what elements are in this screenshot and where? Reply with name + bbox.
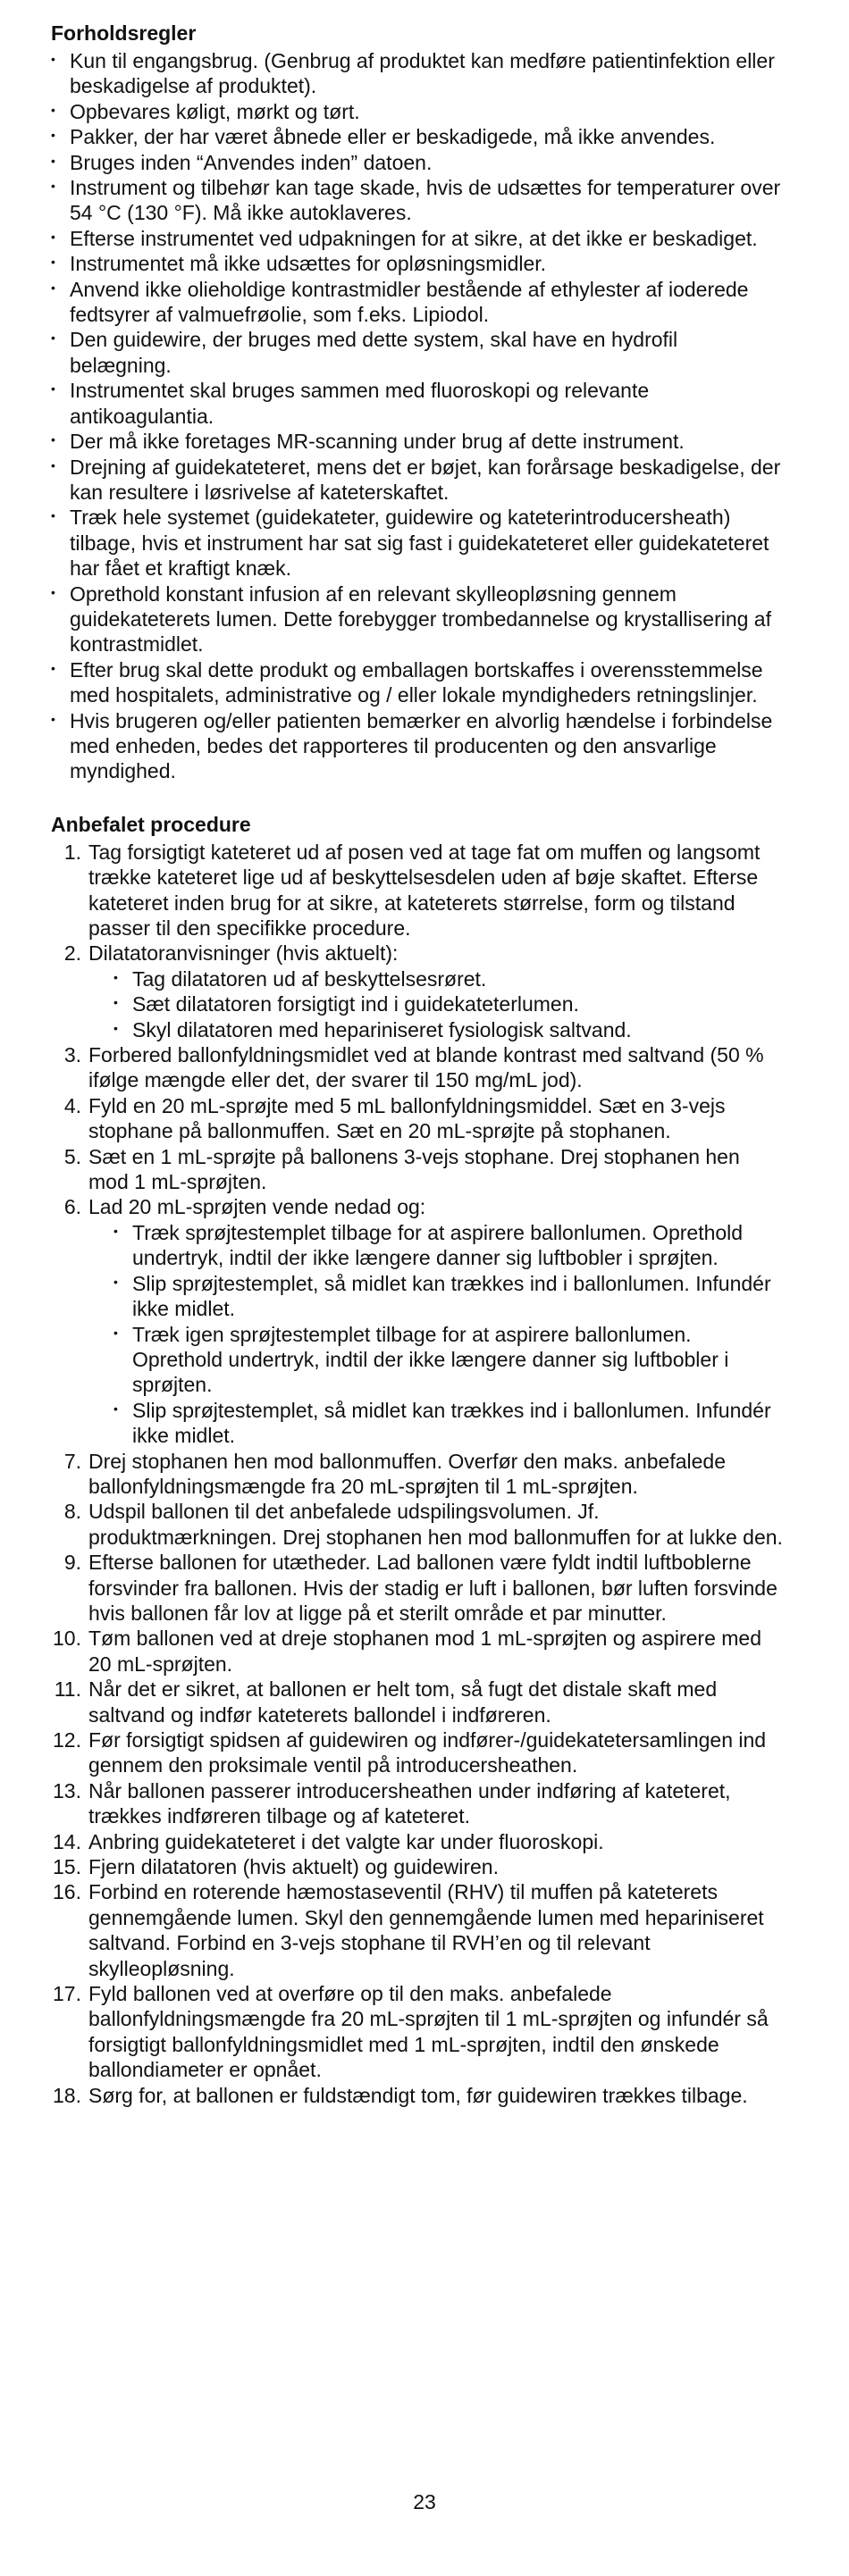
procedure-steps — [51, 840, 784, 2108]
precaution-item: • Hvis brugeren og/eller patienten bemærker en alvorlig hændelse i forbindelse med enheden, bedes det rapporteres til producenten og den ansvarlige myndighed. — [51, 708, 784, 784]
step-text: Før forsigtigt spidsen af guidewiren og indfører-/guidekatetersamlingen ind gennem den proksimale ventil på introducersheathen. — [88, 1728, 767, 1777]
precaution-item: • Kun til engangsbrug. (Genbrug af produktet kan medføre patientinfektion eller beskadigelse af produktet). — [51, 48, 784, 99]
precautions-heading: Forholdsregler — [51, 21, 197, 45]
procedure-step — [51, 1981, 784, 2083]
step-number: 7. — [63, 1449, 81, 1473]
step-text: Anbring guidekateteret i det valgte kar under fluoroskopi. — [88, 1829, 604, 1853]
step-text: Forbind en roterende hæmostaseventil (RHV) til muffen på kateterets gennemgående lumen. Skyl den gennemgående lumen med hepariniseret saltvand. Forbind en 3-vejs stophane til RVH’en og til relevant skylleopløsning. — [88, 1880, 764, 1980]
step-text: Sæt en 1 mL-sprøjte på ballonens 3-vejs stophane. Drej stophanen hen mod 1 mL-sprøjten. — [88, 1144, 740, 1194]
precaution-item: • Pakker, der har været åbnede eller er beskadigede, må ikke anvendes. — [51, 124, 784, 149]
sub-step: • Slip sprøjtestemplet, så midlet kan trækkes ind i ballonlumen. Infundér ikke midlet. — [113, 1398, 784, 1449]
step-number: 2. — [63, 941, 81, 966]
sub-step: • Sæt dilatatoren forsigtigt ind i guidekateterlumen. — [113, 991, 784, 1016]
step-number: 17. — [53, 1982, 81, 2006]
step-number: 4. — [63, 1093, 81, 1117]
precaution-item: • Instrumentet skal bruges sammen med fluoroskopi og relevante antikoagulantia. — [51, 378, 784, 429]
procedure-step — [51, 1677, 784, 1727]
procedure-step — [51, 1194, 784, 1448]
step-number: 1. — [63, 840, 81, 864]
step-text: Fyld en 20 mL-sprøjte med 5 mL ballonfyldningsmiddel. Sæt en 3-vejs stophane på ballonmuffen. Sæt en 20 mL-sprøjte på stophanen. — [88, 1093, 726, 1143]
precaution-item: • Drejning af guidekateteret, mens det er bøjet, kan forårsage beskadigelse, der kan resultere i løsrivelse af kateterskaftet. — [51, 455, 784, 506]
page-number: 23 — [413, 2490, 436, 2513]
step-text: Sørg for, at ballonen er fuldstændigt tom, før guidewiren trækkes tilbage. — [88, 2083, 748, 2107]
step-number: 5. — [63, 1144, 81, 1168]
procedure-step — [51, 1093, 784, 1144]
precaution-item: • Efter brug skal dette produkt og emballagen bortskaffes i overensstemmelse med hospitalets, administrative og / eller lokale myndigheders retningslinjer. — [51, 657, 784, 708]
precaution-item: • Træk hele systemet (guidekateter, guidewire og kateterintroducersheath) tilbage, hvis et instrument har sat sig fast i guidekateteret eller guidekateteret har fået et kraftigt knæk. — [51, 505, 784, 581]
procedure-step — [51, 1778, 784, 1829]
precaution-item: • Efterse instrumentet ved udpakningen for at sikre, at det ikke er beskadiget. — [51, 226, 784, 251]
step-number: 3. — [63, 1043, 81, 1067]
procedure-section — [51, 811, 784, 2108]
step-number: 6. — [63, 1195, 81, 1219]
precaution-item: • Oprethold konstant infusion af en relevant skylleopløsning gennem guidekateterets lumen. Dette forebygger trombedannelse og krystallisering af kontrastmidlet. — [51, 581, 784, 657]
precaution-item: • Opbevares køligt, mørkt og tørt. — [51, 99, 784, 124]
precautions-section — [51, 20, 784, 784]
procedure-heading: Anbefalet procedure — [51, 812, 251, 836]
step-number: 12. — [53, 1728, 81, 1752]
step-number: 16. — [53, 1880, 81, 1904]
sub-step: • Træk igen sprøjtestemplet tilbage for at aspirere ballonlumen. Oprethold undertryk, indtil der ikke længere danner sig luftbobler i sprøjten. — [113, 1322, 784, 1398]
step-number: 14. — [53, 1829, 81, 1853]
step-text: Tøm ballonen ved at dreje stophanen mod 1 mL-sprøjten og aspirere med 20 mL-sprøjten. — [88, 1627, 762, 1676]
sub-step: • Skyl dilatatoren med hepariniseret fysiologisk saltvand. — [113, 1017, 784, 1042]
step-number: 8. — [63, 1500, 81, 1524]
precaution-item: • Anvend ikke olieholdige kontrastmidler bestående af ethylester af ioderede fedtsyrer af valmuefrøolie, som f.eks. Lipiodol. — [51, 277, 784, 328]
procedure-step — [51, 1550, 784, 1626]
procedure-step — [51, 1727, 784, 1778]
step-text: Udspil ballonen til det anbefalede udspilingsvolumen. Jf. produktmærkningen. Drej stophanen hen mod ballonmuffen for at lukke den. — [88, 1500, 783, 1549]
step-number: 11. — [54, 1677, 81, 1702]
step-text: Efterse ballonen for utætheder. Lad ballonen være fyldt indtil luftboblerne forsvinder fra ballonen. Hvis der stadig er luft i ballonen, bør luften forsvinde hvis ballonen får lov at ligge på et sterilt område et par minutter. — [88, 1551, 778, 1625]
step-text: Forbered ballonfyldningsmidlet ved at blande kontrast med saltvand (50 % ifølge mængde eller det, der svarer til 150 mg/mL jod). — [88, 1043, 764, 1092]
procedure-step — [51, 1854, 784, 1879]
procedure-step — [51, 1144, 784, 1195]
step-text: Dilatatoranvisninger (hvis aktuelt): — [88, 941, 399, 966]
step-text: Lad 20 mL-sprøjten vende nedad og: — [88, 1195, 426, 1219]
step-sublist — [88, 1220, 784, 1449]
procedure-step — [51, 1626, 784, 1677]
precaution-item: • Den guidewire, der bruges med dette system, skal have en hydrofil belægning. — [51, 327, 784, 378]
step-number: 10. — [53, 1627, 81, 1651]
procedure-step — [51, 941, 784, 1042]
step-number: 18. — [53, 2083, 81, 2107]
step-text: Drej stophanen hen mod ballonmuffen. Overfør den maks. anbefalede ballonfyldningsmængde fra 20 mL-sprøjten til 1 mL-sprøjten. — [88, 1449, 726, 1498]
procedure-step — [51, 1879, 784, 1981]
procedure-step — [51, 1449, 784, 1500]
sub-step: • Slip sprøjtestemplet, så midlet kan trækkes ind i ballonlumen. Infundér ikke midlet. — [113, 1271, 784, 1322]
precautions-list — [51, 48, 784, 784]
procedure-step — [51, 1499, 784, 1550]
step-number: 9. — [63, 1551, 81, 1575]
precaution-item: • Instrument og tilbehør kan tage skade, hvis de udsættes for temperaturer over 54 °C (130 °F). Må ikke autoklaveres. — [51, 175, 784, 226]
sub-step: • Træk sprøjtestemplet tilbage for at aspirere ballonlumen. Oprethold undertryk, indtil der ikke længere danner sig luftbobler i sprøjten. — [113, 1220, 784, 1271]
document-page — [51, 20, 784, 2108]
step-sublist — [88, 966, 784, 1042]
step-number: 13. — [53, 1778, 81, 1802]
step-text: Fyld ballonen ved at overføre op til den maks. anbefalede ballonfyldningsmængde fra 20 mL-sprøjten til 1 mL-sprøjten og infundér så forsigtigt ballonfyldningsmidlet med 1 mL-sprøjten, indtil den ønskede ballondiameter er opnået. — [88, 1982, 769, 2082]
step-text: Når det er sikret, at ballonen er helt tom, så fugt det distale skaft med saltvand og indfør kateterets ballondel i indføreren. — [88, 1677, 718, 1727]
procedure-step — [51, 840, 784, 941]
precaution-item: • Instrumentet må ikke udsættes for opløsningsmidler. — [51, 251, 784, 276]
step-text: Tag forsigtigt kateteret ud af posen ved at tage fat om muffen og langsomt trække kateteret lige ud af beskyttelsesdelen uden af bøje skaftet. Efterse kateteret inden brug for at sikre, at kateterets størrelse, form og tilstand passer til den specifikke procedure. — [88, 840, 761, 940]
precaution-item: • Bruges inden “Anvendes inden” datoen. — [51, 150, 784, 175]
step-text: Når ballonen passerer introducersheathen under indføring af kateteret, trækkes indføreren tilbage og af kateteret. — [88, 1778, 731, 1828]
step-text: Fjern dilatatoren (hvis aktuelt) og guidewiren. — [88, 1855, 499, 1879]
precaution-item: • Der må ikke foretages MR-scanning under brug af dette instrument. — [51, 429, 784, 454]
procedure-step — [51, 2083, 784, 2108]
procedure-step — [51, 1042, 784, 1093]
sub-step: • Tag dilatatoren ud af beskyttelsesrøret. — [113, 966, 784, 991]
procedure-step — [51, 1829, 784, 1854]
step-number: 15. — [53, 1855, 81, 1879]
